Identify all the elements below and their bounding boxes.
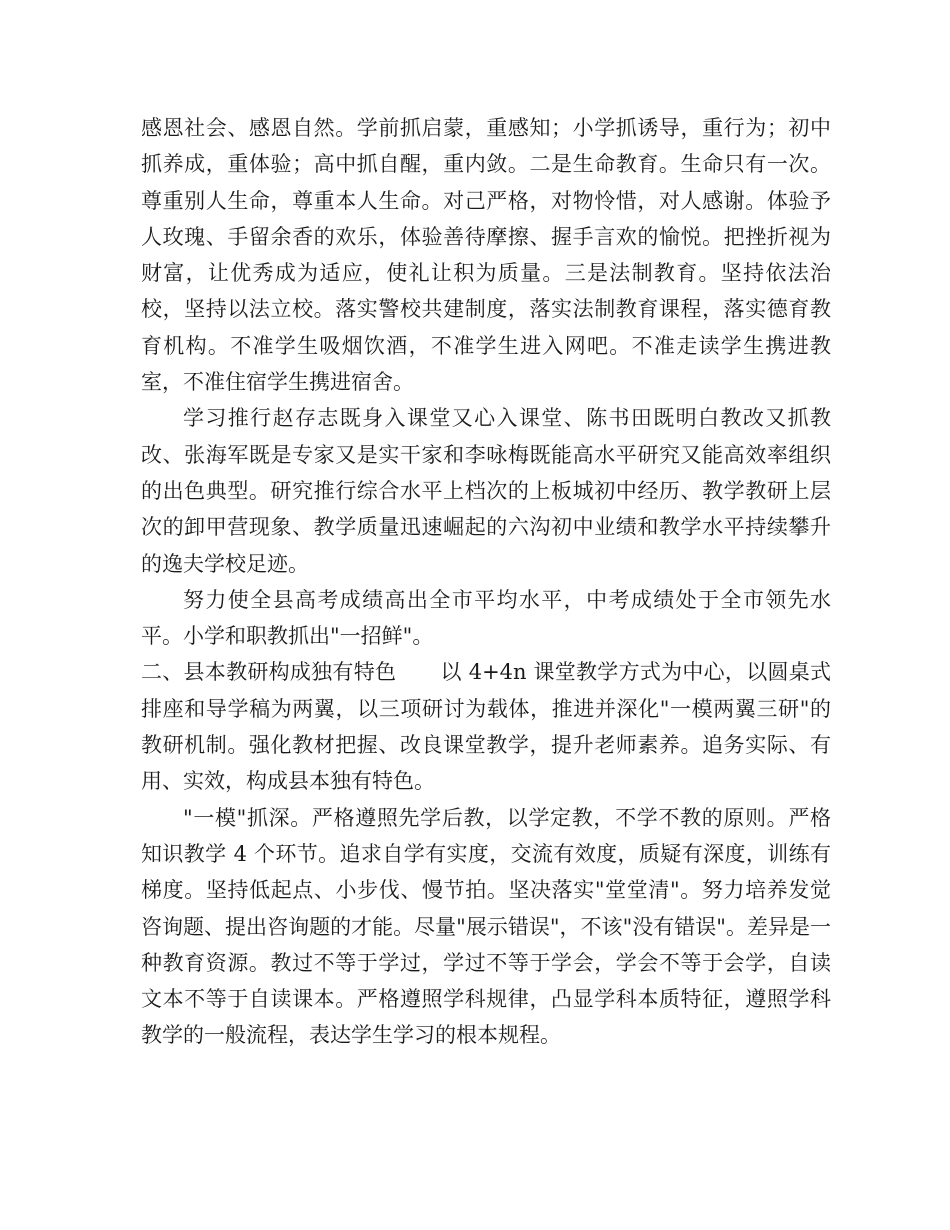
document-page: [141, 110, 831, 1054]
paragraph-section-two: [141, 654, 831, 799]
section-heading: 二、县本教研构成独有特色: [141, 660, 397, 685]
paragraph-one-model: "一模"抓深。严格遵照先学后教，以学定教，不学不教的原则。严格知识教学 4 个环节。追求自学有实度，交流有效度，质疑有深度，训练有梯度。坚持低起点、小步伐、慢节拍。坚决落实"堂堂清"。努力培养发觉咨询题、提出咨询题的才能。尽量"展示错误"，不该"没有错误"。差异是一种教育资源。教过不等于学过，学过不等于学会，学会不等于会学，自读文本不等于自读课本。严格遵照学科规律，凸显学科本质特征，遵照学科教学的一般流程，表达学生学习的根本规程。: [141, 805, 831, 1048]
paragraph-moral-education: 感恩社会、感恩自然。学前抓启蒙，重感知；小学抓诱导，重行为；初中抓养成，重体验；高中抓自醒，重内敛。二是生命教育。生命只有一次。尊重别人生命，尊重本人生命。对己严格，对物怜惜，对人感谢。体验予人玫瑰、手留余香的欢乐，体验善待摩擦、握手言欢的愉悦。把挫折视为财富，让优秀成为适应，使礼让积为质量。三是法制教育。坚持依法治校，坚持以法立校。落实警校共建制度，落实法制教育课程，落实德育教育机构。不准学生吸烟饮酒，不准学生进入网吧。不准走读学生携进教室，不准住宿学生携进宿舍。: [141, 116, 831, 395]
paragraph-exam-goals: 努力使全县高考成绩高出全市平均水平，中考成绩处于全市领先水平。小学和职教抓出"一招鲜"。: [141, 587, 831, 649]
section-body: 以 4+4n 课堂教学方式为中心，以圆桌式排座和导学稿为两翼，以三项研讨为载体，推进并深化"一模两翼三研"的教研机制。强化教材把握、改良课堂教学，提升老师素养。追务实际、有用、实效，构成县本独有特色。: [141, 660, 831, 794]
paragraph-role-models: 学习推行赵存志既身入课堂又心入课堂、陈书田既明白教改又抓教改、张海军既是专家又是实干家和李咏梅既能高水平研究又能高效率组织的出色典型。研究推行综合水平上档次的上板城初中经历、教学教研上层次的卸甲营现象、教学质量迅速崛起的六沟初中业绩和教学水平持续攀升的逸夫学校足迹。: [141, 406, 831, 576]
